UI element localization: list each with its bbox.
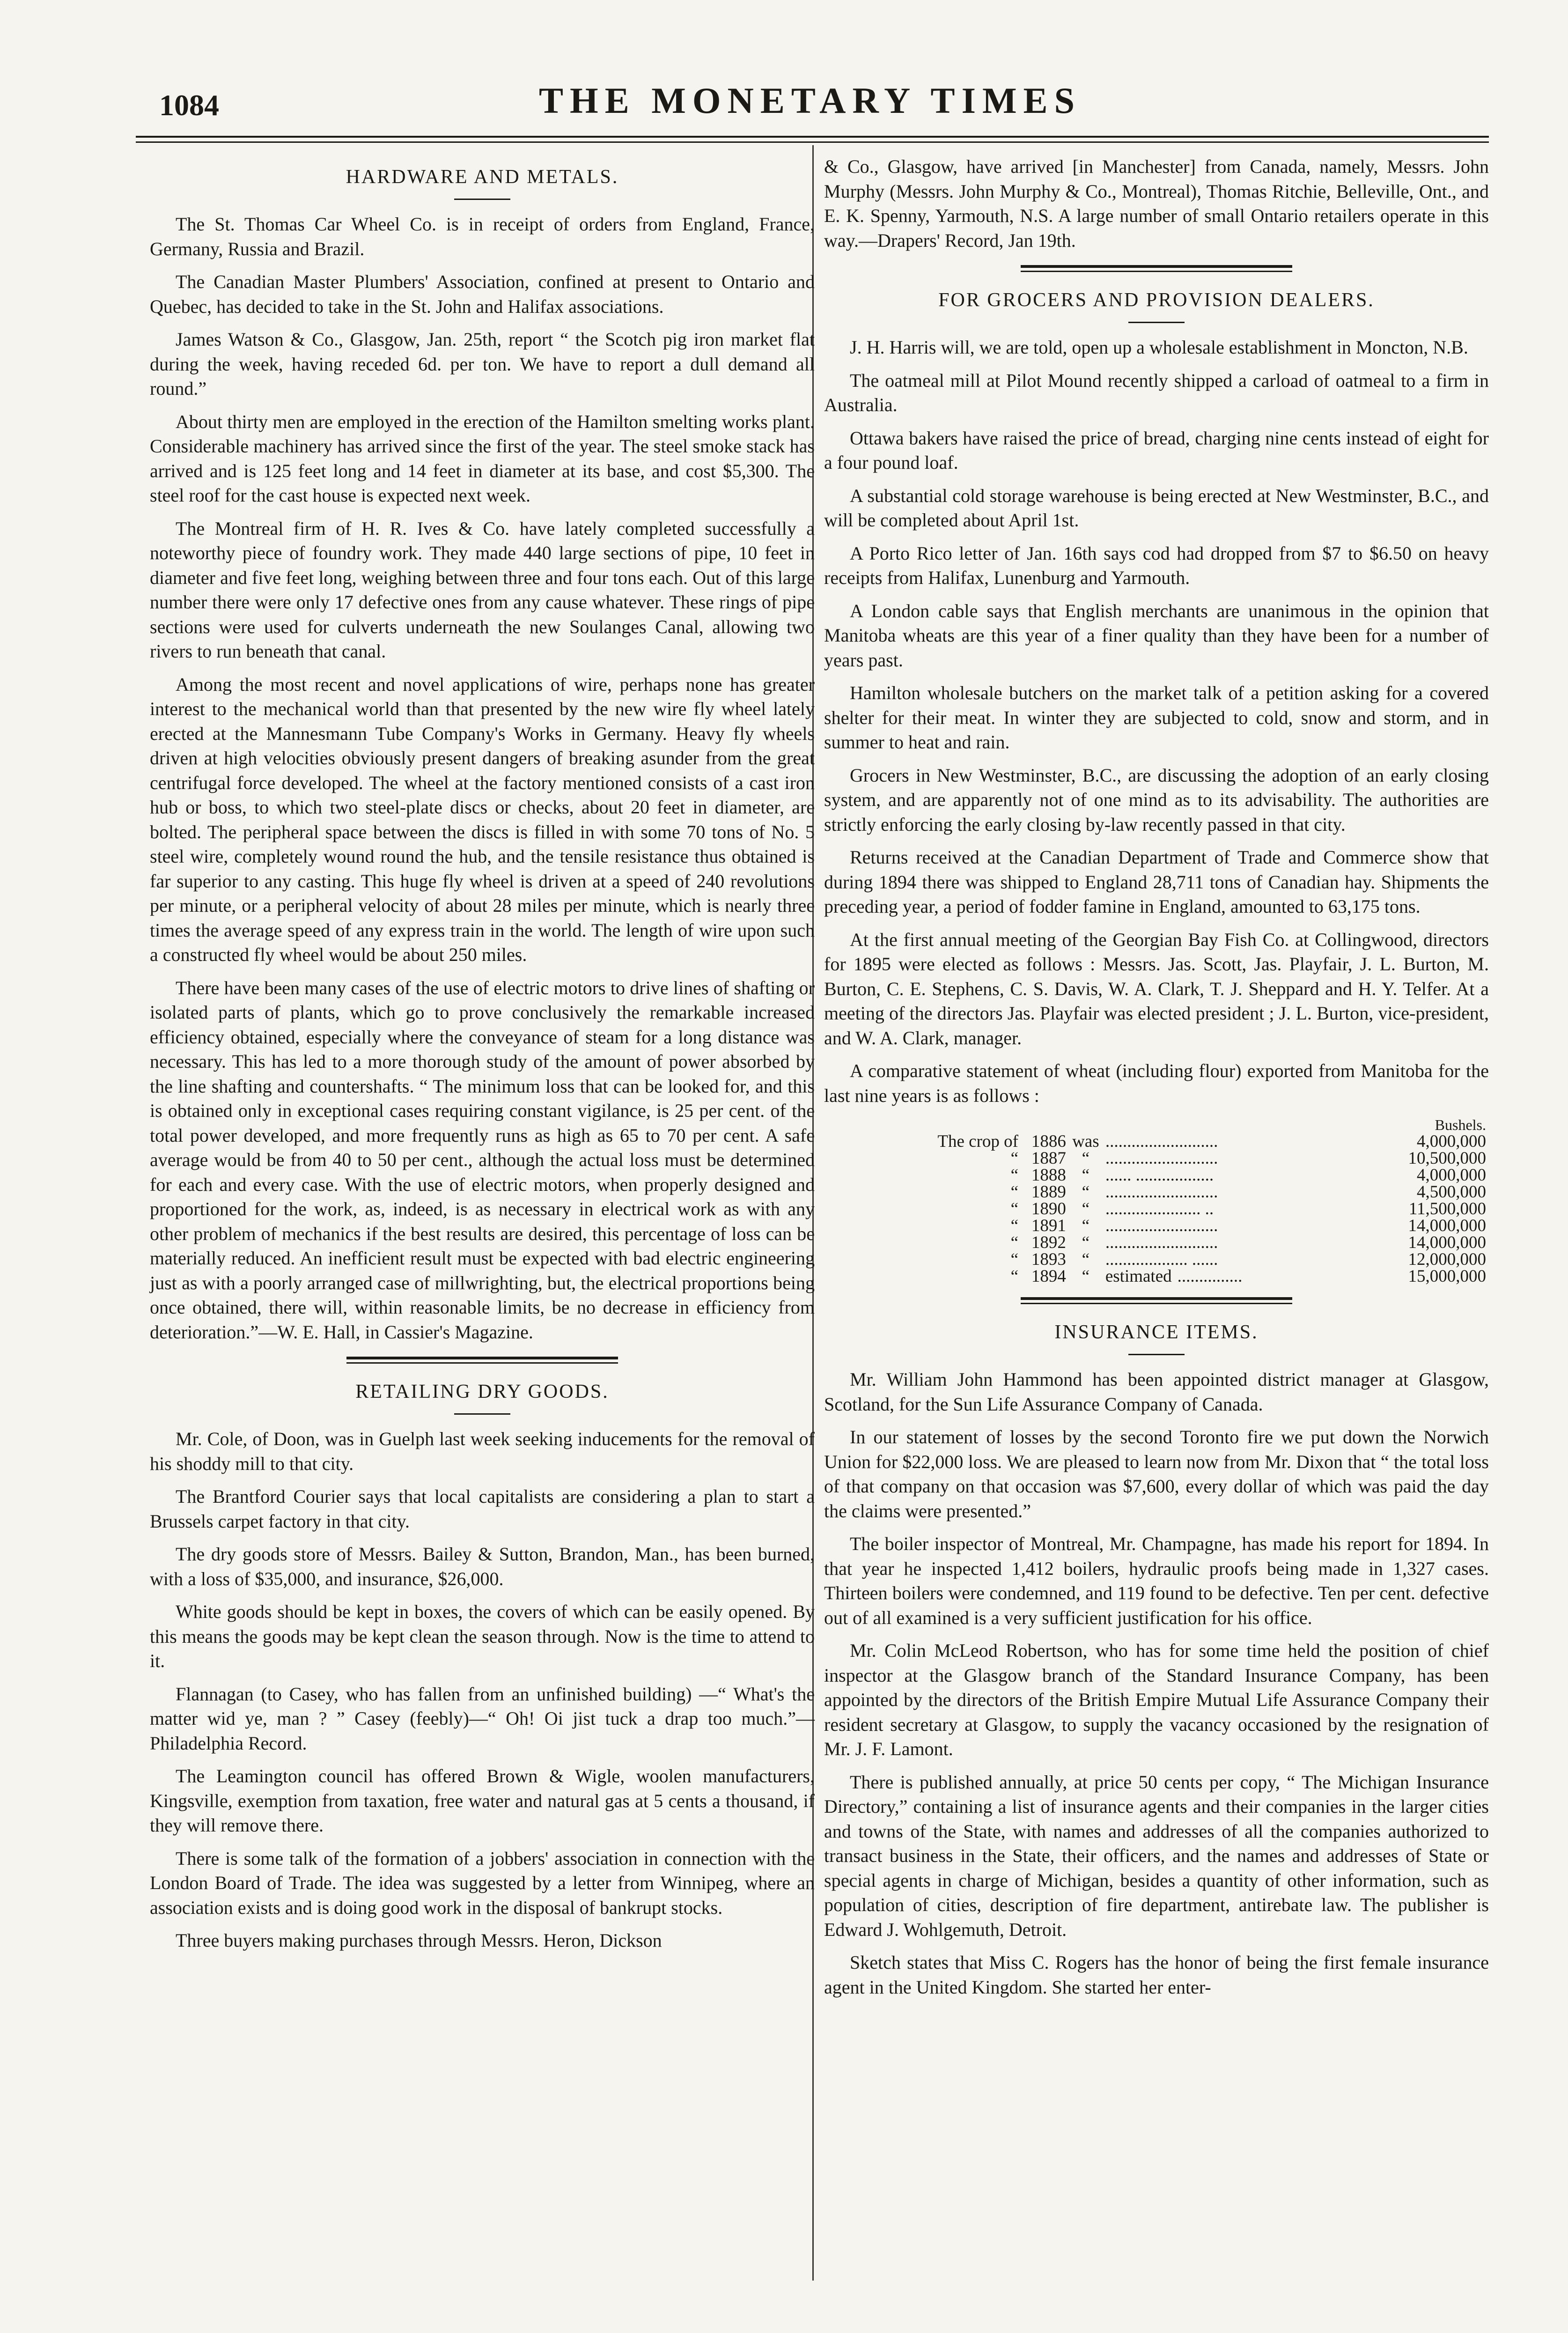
section-divider bbox=[1021, 1297, 1292, 1304]
insurance-paragraph: Sketch states that Miss C. Rogers has the honor of being the first female insurance agent in the United Kingdom. She started her enter- bbox=[824, 1952, 1489, 1998]
bushels-value: 4,500,000 bbox=[1417, 1182, 1486, 1202]
ditto-mark: “ bbox=[1010, 1166, 1018, 1185]
grocers-paragraph: J. H. Harris will, we are told, open up a wholesale establishment in Moncton, N.B. bbox=[850, 337, 1468, 358]
grocers-paragraph: At the first annual meeting of the Georgian Bay Fish Co. at Collingwood, directors for 1895 were elected as follows : Messrs. Jas. Scott, Jas. Playfair, J. L. Burton, M. Burton, C. E. Stephens, C. S. Davis, W. A. Clark, T. J. Sheppard and H. Y. Telfer. At a meeting of the directors Jas. Playfair was elected president ; J. L. Burton, vice-president, and W. A. Clark, manager. bbox=[824, 929, 1489, 1048]
page-number: 1084 bbox=[159, 89, 219, 122]
section-divider bbox=[346, 1357, 618, 1364]
grocers-heading: FOR GROCERS AND PROVISION DEALERS. bbox=[938, 289, 1375, 311]
insurance-paragraph: In our statement of losses by the second Toronto fire we put down the Norwich Union for $22,000 loss. We are pleased to learn now from Mr. Dixon that “ the total loss of that company on that occasion was $7,600, every dollar of which was paid the day the claims were presented.” bbox=[824, 1426, 1489, 1521]
bushels-value: 14,000,000 bbox=[1408, 1216, 1486, 1235]
drygoods-paragraph: There is some talk of the formation of a jobbers' association in connection with the London Board of Trade. The idea was suggested by a letter from Winnipeg, where an association exists and is doing good work in the disposal of bankrupt stocks. bbox=[150, 1847, 815, 1918]
insurance-paragraph: Mr. Colin McLeod Robertson, who has for some time held the position of chief inspector at the Glasgow branch of the Standard Insurance Company, has been appointed by the directors of the British Empire Mutual Life Assurance Company their resident secretary at Glasgow, to supply the vacancy occasioned by the resignation of Mr. J. F. Lamont. bbox=[824, 1640, 1489, 1759]
ditto-mark: “ bbox=[1010, 1199, 1018, 1218]
wheat-unit-label: Bushels. bbox=[1435, 1116, 1486, 1133]
table-row bbox=[876, 1201, 1489, 1218]
table-row bbox=[876, 1268, 1489, 1285]
insurance-paragraph: There is published annually, at price 50 cents per copy, “ The Michigan Insurance Directory,” containing a list of insurance agents and their companies in the larger cities and towns of the State, with names and addresses of all the companies authorized to transact business in the State, their officers, and the names and addresses of State or special agents in charge of Michigan, besides a quantity of other information, such as population of cities, description of fire department, antirebate law. The publisher is Edward J. Wohlgemuth, Detroit. bbox=[824, 1771, 1489, 1940]
grocers-paragraph: The oatmeal mill at Pilot Mound recently shipped a carload of oatmeal to a firm in Australia. bbox=[824, 369, 1489, 415]
leader-dots: ...................... .. bbox=[1105, 1201, 1214, 1218]
drygoods-paragraph: The Leamington council has offered Brown & Wigle, woolen manufacturers, Kingsville, exemption from taxation, free water and natural gas at 5 cents a thousand, if they will remove there. bbox=[150, 1765, 815, 1836]
crop-label: The crop of bbox=[937, 1132, 1018, 1151]
estimated-note: estimated bbox=[1105, 1267, 1172, 1286]
continued-paragraph: & Co., Glasgow, have arrived [in Manchester] from Canada, namely, Messrs. John Murphy (Messrs. John Murphy & Co., Montreal), Thomas Ritchie, Belleville, Ont., and E. K. Spenny, Yarmouth, N.S. A large number of small Ontario retailers operate in this way.—Drapers' Record, Jan 19th. bbox=[824, 156, 1489, 251]
leader-dots: ................... ...... bbox=[1105, 1251, 1218, 1268]
crop-year: 1886 bbox=[1031, 1132, 1066, 1151]
table-row bbox=[876, 1167, 1489, 1184]
leader-dots: ...... .................. bbox=[1105, 1167, 1214, 1184]
left-column bbox=[150, 155, 815, 1962]
right-column bbox=[824, 155, 1489, 2008]
bushels-value: 14,000,000 bbox=[1408, 1233, 1486, 1252]
leader-dots: .......................... bbox=[1105, 1184, 1218, 1201]
ditto-mark: “ bbox=[1010, 1182, 1018, 1202]
crop-year: 1892 bbox=[1031, 1233, 1066, 1252]
grocers-paragraph: Ottawa bakers have raised the price of bread, charging nine cents instead of eight for a four pound loaf. bbox=[824, 427, 1489, 473]
bushels-value: 4,000,000 bbox=[1417, 1132, 1486, 1151]
hardware-paragraph: The Canadian Master Plumbers' Association, confined at present to Ontario and Quebec, has decided to take in the St. John and Halifax associations. bbox=[150, 271, 815, 317]
grocers-paragraph: Hamilton wholesale butchers on the market talk of a petition asking for a covered shelter for their meat. In winter they are subjected to cold, snow and storm, and in summer to heat and rain. bbox=[824, 682, 1489, 753]
bushels-value: 10,500,000 bbox=[1408, 1149, 1486, 1168]
crop-year: 1888 bbox=[1031, 1166, 1066, 1185]
hardware-paragraph: The Montreal firm of H. R. Ives & Co. have lately completed successfully a noteworthy piece of foundry work. They made 440 large sections of pipe, 10 feet in diameter and five feet long, weighing between three and four tons each. Out of this large number there were only 17 defective ones from any cause whatever. These rings of pipe sections were used for culverts underneath the new Soulanges Canal, allowing two rivers to run beneath that canal. bbox=[150, 517, 815, 662]
table-row bbox=[876, 1133, 1489, 1150]
drygoods-paragraph: Flannagan (to Casey, who has fallen from an unfinished building) —“ What's the matter wid ye, man ? ” Casey (feebly)—“ Oh! Oi jist tuck a drap too much.”—Philadelphia Record. bbox=[150, 1683, 815, 1754]
leader-dots: .......................... bbox=[1105, 1218, 1218, 1234]
section-divider bbox=[1021, 265, 1292, 272]
drygoods-heading: RETAILING DRY GOODS. bbox=[355, 1381, 609, 1403]
hardware-heading: HARDWARE AND METALS. bbox=[346, 166, 619, 188]
ditto-mark: “ bbox=[1010, 1250, 1018, 1269]
bushels-value: 11,500,000 bbox=[1408, 1199, 1486, 1218]
table-row bbox=[876, 1234, 1489, 1251]
heading-rule bbox=[454, 199, 510, 200]
table-row bbox=[876, 1184, 1489, 1201]
masthead bbox=[131, 80, 1489, 131]
drygoods-paragraph: White goods should be kept in boxes, the covers of which can be easily opened. By this means the goods may be kept clean the season through. Now is the time to attend to it. bbox=[150, 1601, 815, 1671]
paper-title: THE MONETARY TIMES bbox=[539, 80, 1081, 121]
hardware-paragraph: The St. Thomas Car Wheel Co. is in receipt of orders from England, France, Germany, Russia and Brazil. bbox=[150, 214, 815, 259]
drygoods-paragraph: Three buyers making purchases through Messrs. Heron, Dickson bbox=[176, 1930, 662, 1951]
masthead-rule bbox=[136, 136, 1489, 138]
table-row bbox=[876, 1251, 1489, 1268]
bushels-value: 12,000,000 bbox=[1408, 1250, 1486, 1269]
grocers-paragraph: A comparative statement of wheat (including flour) exported from Manitoba for the last nine years is as follows : bbox=[824, 1060, 1489, 1106]
ditto-mark: “ bbox=[1082, 1182, 1090, 1202]
leader-dots: .......................... bbox=[1105, 1234, 1218, 1251]
crop-year: 1893 bbox=[1031, 1250, 1066, 1269]
ditto-mark: “ bbox=[1010, 1216, 1018, 1235]
hardware-paragraph: About thirty men are employed in the erection of the Hamilton smelting works plant. Considerable machinery has arrived since the first of the year. The steel smoke stack has arrived and is 125 feet long and 14 feet in diameter at its base, and cost $5,300. The steel roof for the cast house is expected next week. bbox=[150, 411, 815, 506]
was-word: was bbox=[1072, 1132, 1099, 1151]
ditto-mark: “ bbox=[1082, 1149, 1090, 1168]
drygoods-paragraph: The dry goods store of Messrs. Bailey & Sutton, Brandon, Man., has been burned, with a loss of $35,000, and insurance, $26,000. bbox=[150, 1543, 815, 1589]
table-row bbox=[876, 1218, 1489, 1234]
hardware-paragraph: Among the most recent and novel applications of wire, perhaps none has greater interest to the mechanical world than that presented by the new wire fly wheel lately erected at the Mannesmann Tube Company's Works in Germany. Heavy fly wheels driven at high velocities obviously present dangers of breaking asunder from the great centrifugal force developed. The wheel at the factory mentioned consists of a cast iron hub or boss, to which two steel-plate discs or checks, about 20 feet in diameter, are bolted. The peripheral space between the discs is filled in with some 70 tons of No. 5 steel wire, completely wound round the hub, and the tensile resistance thus obtained is far superior to any casting. This huge fly wheel is driven at a speed of 240 revolutions per minute, or a peripheral velocity of about 28 miles per minute, which is nearly three times the average speed of any express train in the world. The length of wire upon such a constructed fly wheel would be about 250 miles. bbox=[150, 673, 815, 965]
drygoods-paragraph: Mr. Cole, of Doon, was in Guelph last week seeking inducements for the removal of his shoddy mill to that city. bbox=[150, 1428, 815, 1474]
grocers-paragraph: Grocers in New Westminster, B.C., are discussing the adoption of an early closing system, and are apparently not of one mind as to its advisability. The authorities are strictly enforcing the early closing by-law recently passed in that city. bbox=[824, 764, 1489, 835]
grocers-paragraph: Returns received at the Canadian Department of Trade and Commerce show that during 1894 there was shipped to England 28,711 tons of Canadian hay. Shipments the preceding year, a period of fodder famine in England, amounted to 63,175 tons. bbox=[824, 847, 1489, 917]
heading-rule bbox=[454, 1413, 510, 1415]
leader-dots: .......................... bbox=[1105, 1150, 1218, 1167]
crop-year: 1887 bbox=[1031, 1149, 1066, 1168]
leader-dots: ............... bbox=[1177, 1268, 1243, 1285]
grocers-paragraph: A Porto Rico letter of Jan. 16th says cod had dropped from $7 to $6.50 on heavy receipts from Halifax, Lunenburg and Yarmouth. bbox=[824, 542, 1489, 588]
crop-year: 1891 bbox=[1031, 1216, 1066, 1235]
table-row bbox=[876, 1150, 1489, 1167]
hardware-paragraph: There have been many cases of the use of electric motors to drive lines of shafting or isolated parts of plants, which go to prove conclusively the remarkable increased efficiency obtained, especially where the conveyance of steam for a long distance was necessary. This has led to a more thorough study of the amount of power absorbed by the line shafting and countershafts. “ The minimum loss that can be looked for, and this is obtained only in exceptional cases requiring constant vigilance, is 25 per cent. of the total power developed, and more frequently runs as high as 65 to 70 per cent. A safe average would be from 40 to 50 per cent., although the actual loss must be determined for each and every case. With the use of electric motors, when properly designed and proportioned for the work, as, indeed, is as necessary in electrical work as with any other problem of mechanics if the best results are desired, this percentage of loss can be materially reduced. An inefficient result must be expected with bad electric engineering just as with a poorly arranged case of millwrighting, but, the electrical proportions being once obtained, there will, within reasonable limits, be no decrease in efficiency from deterioration.”—W. E. Hall, in Cassier's Magazine. bbox=[150, 977, 815, 1343]
bushels-value: 4,000,000 bbox=[1417, 1166, 1486, 1185]
hardware-paragraph: James Watson & Co., Glasgow, Jan. 25th, report “ the Scotch pig iron market flat during the week, having receded 6d. per ton. We have to report a dull demand all round.” bbox=[150, 329, 815, 399]
ditto-mark: “ bbox=[1082, 1233, 1090, 1252]
crop-year: 1894 bbox=[1031, 1267, 1066, 1286]
wheat-export-table bbox=[876, 1116, 1489, 1285]
insurance-paragraph: The boiler inspector of Montreal, Mr. Champagne, has made his report for 1894. In that year he inspected 1,412 boilers, hydraulic proofs being made in 1,327 cases. Thirteen boilers were condemned, and 119 found to be defective. Ten per cent. defective out of all examined is a very sufficient justification for his office. bbox=[824, 1533, 1489, 1628]
bushels-value: 15,000,000 bbox=[1408, 1267, 1486, 1286]
leader-dots: .......................... bbox=[1105, 1133, 1218, 1150]
masthead-rule-thin bbox=[136, 141, 1489, 143]
crop-year: 1889 bbox=[1031, 1182, 1066, 1202]
ditto-mark: “ bbox=[1082, 1250, 1090, 1269]
grocers-paragraph: A substantial cold storage warehouse is being erected at New Westminster, B.C., and will be completed about April 1st. bbox=[824, 485, 1489, 531]
heading-rule bbox=[1128, 322, 1185, 323]
ditto-mark: “ bbox=[1010, 1233, 1018, 1252]
drygoods-paragraph: The Brantford Courier says that local capitalists are considering a plan to start a Brussels carpet factory in that city. bbox=[150, 1486, 815, 1532]
ditto-mark: “ bbox=[1082, 1267, 1090, 1286]
crop-year: 1890 bbox=[1031, 1199, 1066, 1218]
insurance-heading: INSURANCE ITEMS. bbox=[1054, 1322, 1259, 1343]
insurance-paragraph: Mr. William John Hammond has been appointed district manager at Glasgow, Scotland, for the Sun Life Assurance Company of Canada. bbox=[824, 1369, 1489, 1415]
grocers-paragraph: A London cable says that English merchants are unanimous in the opinion that Manitoba wheats are this year of a finer quality than they have been for a number of years past. bbox=[824, 600, 1489, 671]
ditto-mark: “ bbox=[1082, 1216, 1090, 1235]
heading-rule bbox=[1128, 1354, 1185, 1355]
ditto-mark: “ bbox=[1010, 1267, 1018, 1286]
ditto-mark: “ bbox=[1082, 1166, 1090, 1185]
ditto-mark: “ bbox=[1082, 1199, 1090, 1218]
ditto-mark: “ bbox=[1010, 1149, 1018, 1168]
